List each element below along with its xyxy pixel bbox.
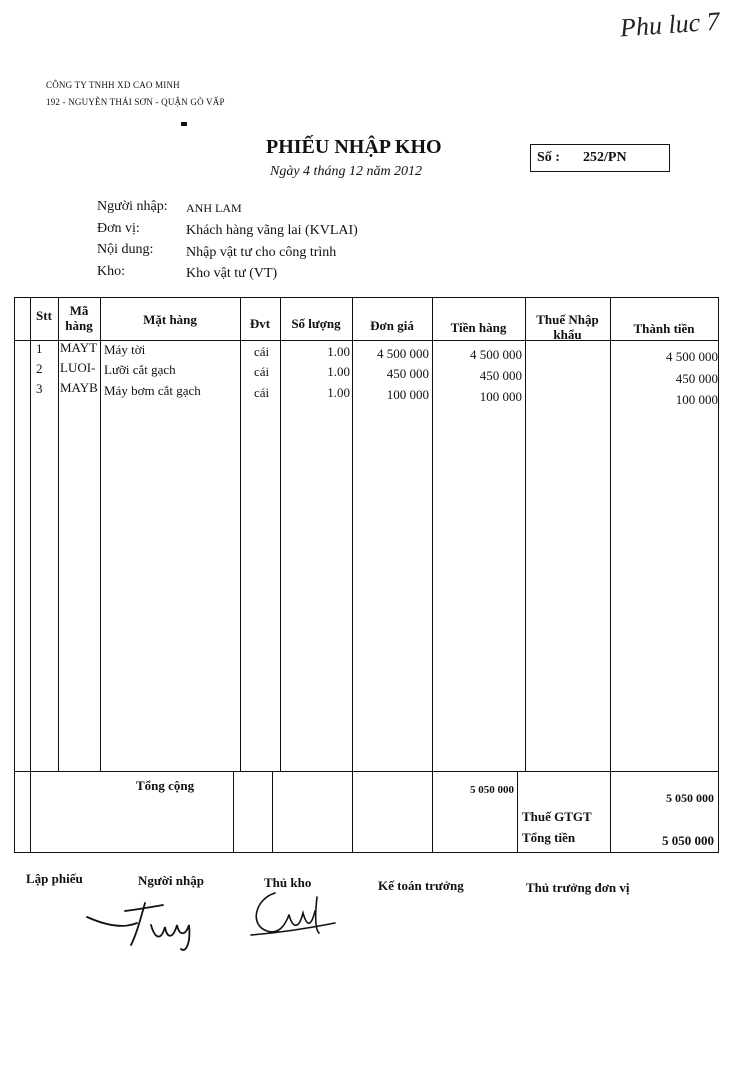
sig-accountant: Kế toán trưởng [378,878,464,893]
summary-divider [14,771,719,772]
document-number-box [530,144,670,172]
document-date: Ngày 4 tháng 12 năm 2012 [270,164,423,179]
header-total: Thành tiền [633,321,695,336]
sig-preparer: Lập phiếu [26,871,83,886]
sum-total-label: Tổng cộng [136,778,195,793]
header-stt: Stt [36,308,52,323]
row-total: 450 000 [675,371,718,386]
header-code-line2: hàng [65,318,93,333]
total-money-value: 5 050 000 [662,833,714,848]
header-divider [14,340,719,341]
header-import-tax-line2: khẩu [553,327,582,342]
header-import-tax-line1: Thuế Nhập [536,312,599,327]
unit-value: Khách hàng vãng lai (KVLAI) [186,223,358,238]
header-goods-amount: Tiền hàng [450,320,507,335]
row-qty: 1.00 [327,344,350,359]
col-line [30,297,31,853]
header-qty: Số lượng [291,316,341,331]
unit-label: Đơn vị: [97,221,140,236]
document-title: PHIẾU NHẬP KHO [266,136,442,158]
row-item: Máy tời [104,342,146,357]
row-price: 450 000 [386,366,429,381]
company-address: 192 - NGUYỄN THÁI SƠN - QUẬN GÒ VẤP [46,97,225,107]
row-code: MAYT [60,340,98,355]
row-qty: 1.00 [327,385,350,400]
header-code [58,303,100,333]
row-item: Lưỡi cắt gạch [104,362,176,377]
header-item: Mặt hàng [143,312,197,327]
row-unit: cái [254,385,270,400]
row-item: Máy bơm cắt gạch [104,383,201,398]
row-amount: 4 500 000 [470,347,522,362]
warehouse-label: Kho: [97,264,125,279]
storekeeper-signature [245,885,355,945]
col-line [233,771,234,853]
row-amount: 450 000 [479,368,522,383]
col-line [432,297,433,853]
row-stt: 3 [36,381,43,396]
row-unit: cái [254,344,270,359]
header-unit: Đvt [249,316,271,331]
header-import-tax [525,312,610,342]
row-qty: 1.00 [327,364,350,379]
sig-director: Thủ trưởng đơn vị [526,880,630,895]
row-price: 100 000 [386,387,429,402]
col-line [517,771,518,853]
col-line [240,297,241,771]
col-line [525,297,526,771]
col-line [352,297,353,853]
scan-mark [181,122,187,126]
content-label: Nội dung: [97,242,154,257]
row-total: 100 000 [675,392,718,407]
sig-storekeeper: Thủ kho [264,875,312,890]
header-price: Đơn giá [370,318,414,333]
sig-importer: Người nhập [138,873,204,888]
row-unit: cái [254,364,270,379]
sum-goods-total: 5 050 000 [470,784,514,796]
row-stt: 1 [36,341,43,356]
row-code: MAYB [60,380,98,395]
importer-label: Người nhập: [97,199,168,214]
document-number-label: Số : [537,150,560,165]
row-total: 4 500 000 [666,349,718,364]
row-price: 4 500 000 [377,346,429,361]
col-line [280,297,281,771]
warehouse-value: Kho vật tư (VT) [186,266,278,281]
content-value: Nhập vật tư cho công trình [186,245,337,260]
importer-value: ANH LAM [186,201,242,215]
sum-grand-total-top: 5 050 000 [666,791,714,805]
importer-signature [85,895,225,955]
row-amount: 100 000 [479,389,522,404]
col-line [100,297,101,771]
header-code-line1: Mã [69,303,89,318]
company-name: CÔNG TY TNHH XD CAO MINH [46,80,180,90]
row-code: LUOI- [60,360,96,375]
col-line [58,297,59,771]
col-line [610,297,611,853]
vat-label: Thuế GTGT [522,809,592,824]
handwritten-annotation: Phu luc 7 [619,6,721,43]
total-money-label: Tổng tiền [522,830,576,845]
document-number-value: 252/PN [583,150,627,165]
col-line [272,771,273,853]
row-stt: 2 [36,361,43,376]
